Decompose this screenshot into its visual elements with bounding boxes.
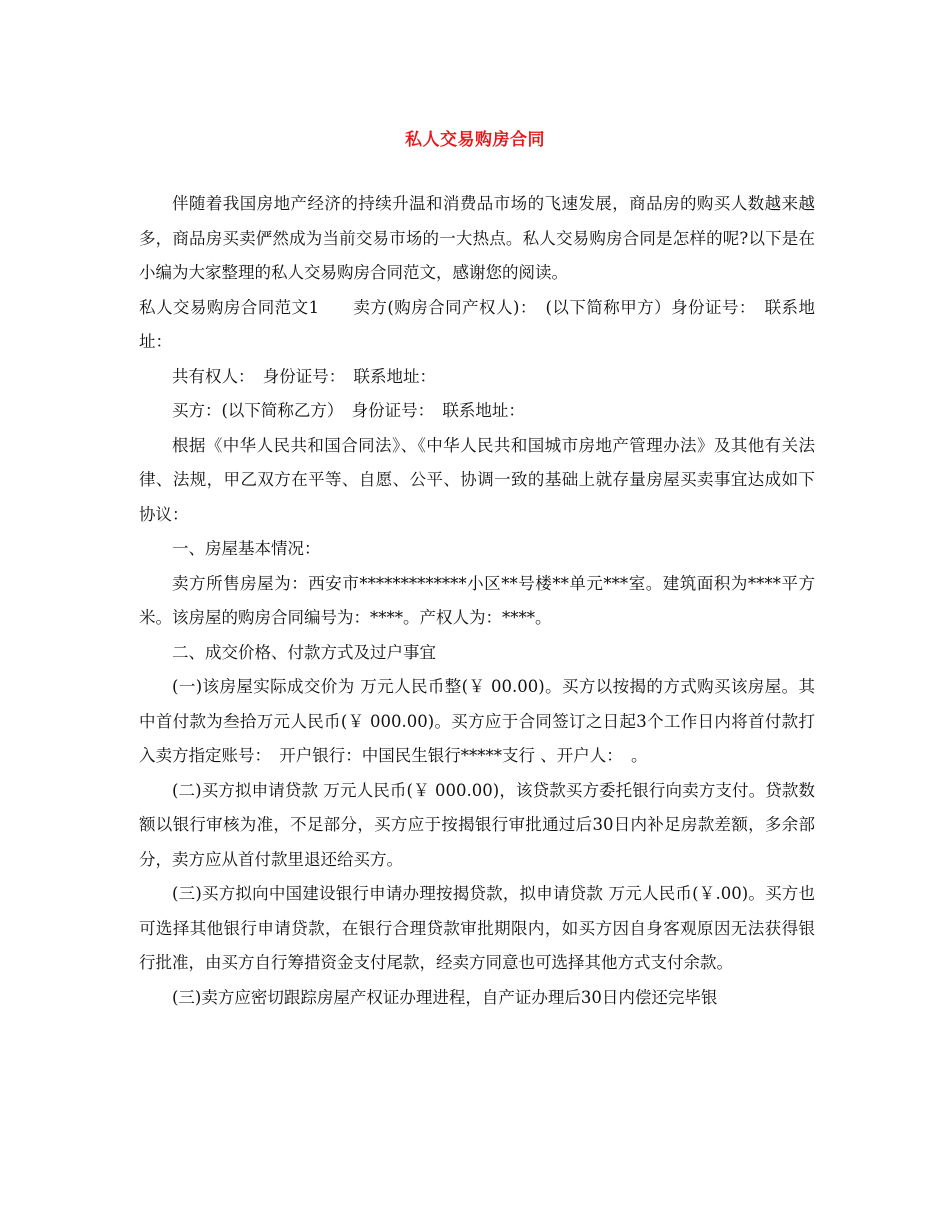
paragraph-legal-basis: 根据《中华人民共和国合同法》、《中华人民共和国城市房地产管理办法》及其他有关法律、法规，甲乙双方在平等、自愿、公平、协调一致的基础上就存量房屋买卖事宜达成如下协议： [139,435,815,524]
paragraph-parties-seller: 私人交易购房合同范文1 卖方(购房合同产权人)： (以下简称甲方）身份证号： 联系地址： [139,297,815,351]
document-title: 私人交易购房合同 [405,130,545,150]
clause-2-loan: (二)买方拟申请贷款 万元人民币(￥ 000.00)，该贷款买方委托银行向卖方支付。贷款数额以银行审核为准，不足部分，买方应于按揭银行审批通过后30日内补足房款差额，多余部分，卖方应从首付款里退还给买方。 [139,780,815,869]
paragraph-intro: 伴随着我国房地产经济的持续升温和消费品市场的飞速发展，商品房的购买人数越来越多，商品房买卖俨然成为当前交易市场的一大热点。私人交易购房合同是怎样的呢?以下是在小编为大家整理的私人交易购房合同范文，感谢您的阅读。 [139,194,815,282]
section-heading-house-info: 一、房屋基本情况： [172,539,321,558]
clause-3-mortgage: (三)买方拟向中国建设银行申请办理按揭贷款，拟申请贷款 万元人民币(￥.00)。买方也可选择其他银行申请贷款，在银行合理贷款审批期限内，如买方因自身客观原因无法获得银行批准，由买方自行筹措资金支付尾款，经卖方同意也可选择其他方式支付余款。 [139,884,815,972]
paragraph-buyer: 买方：(以下简称乙方） 身份证号： 联系地址： [172,401,525,420]
document-body [139,187,815,1015]
section-heading-price-payment: 二、成交价格、付款方式及过户事宜 [172,642,436,662]
clause-3-certificate: (三)卖方应密切跟踪房屋产权证办理进程，自产证办理后30日内偿还完毕银 [172,987,718,1007]
paragraph-house-info: 卖方所售房屋为：西安市*************小区**号楼**单元***室。建筑面积为****平方米。该房屋的购房合同编号为：****。产权人为：****。 [139,573,815,627]
clause-1-price: (一)该房屋实际成交价为 万元人民币整(￥ 00.00)。买方以按揭的方式购买该房屋。其中首付款为叁拾万元人民币(￥ 000.00)。买方应于合同签订之日起3个工作日内将首付款打入卖方指定账号： 开户银行：中国民生银行*****支行 、开户人： 。 [139,677,815,765]
paragraph-co-owner: 共有权人： 身份证号： 联系地址： [172,366,436,386]
